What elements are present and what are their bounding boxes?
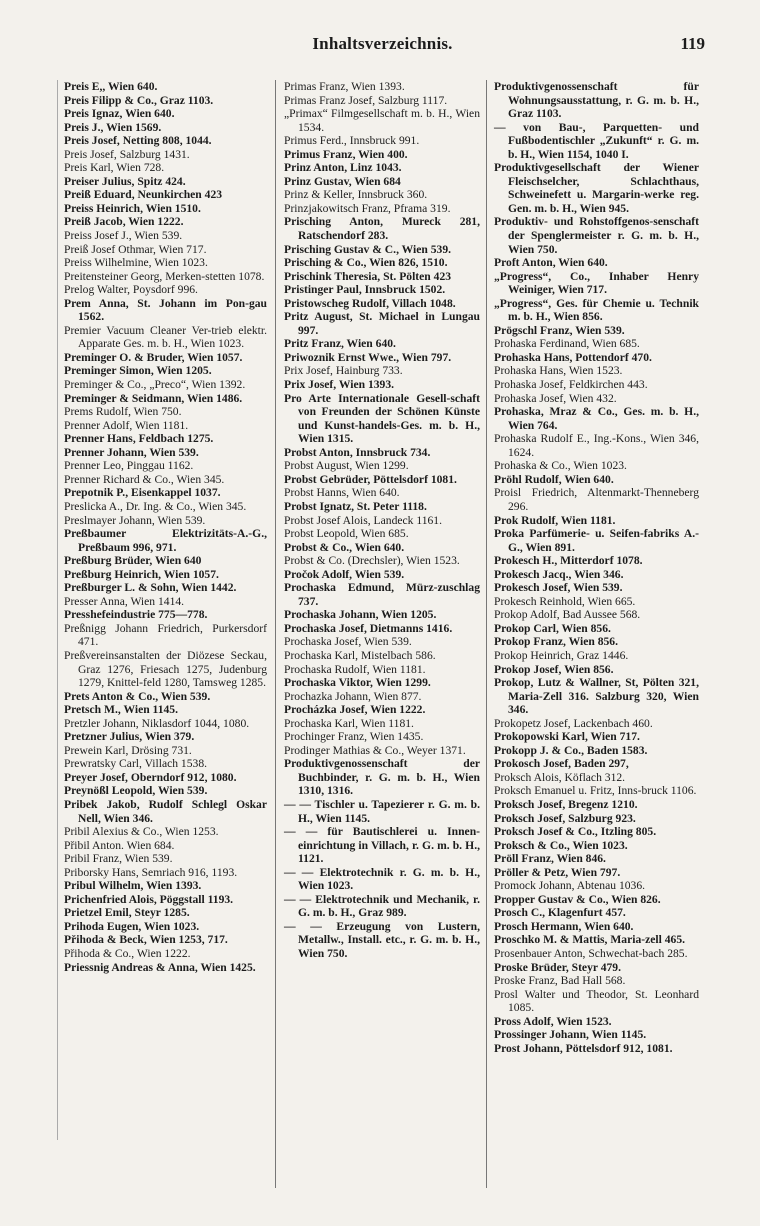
index-entry: Primas Franz, Wien 1393. [284,80,405,93]
index-entry: Proske Brüder, Steyr 479. [494,960,621,974]
index-entry: Pröller & Petz, Wien 797. [494,865,621,879]
index-entry: Priwoznik Ernst Wwe., Wien 797. [284,350,452,364]
index-entry: Primas Franz Josef, Salzburg 1117. [284,93,448,107]
index-entry: Pretzner Julius, Wien 379. [64,730,195,744]
index-entry: Prinzjakowitsch Franz, Pframa 319. [284,201,451,215]
index-entry: Preslicka A., Dr. Ing. & Co., Wien 345. [64,499,247,513]
index-entry: Prokesch Josef, Wien 539. [494,581,623,595]
index-entry: Prenner Leo, Pinggau 1162. [64,459,194,473]
index-entry: Preiß Jacob, Wien 1222. [64,215,184,229]
page-header [60,34,705,60]
index-entry: Preis Ignaz, Wien 640. [64,107,175,121]
index-entry: Prinz Gustav, Wien 684 [284,174,401,188]
index-entry: Přihoda & Co., Wien 1222. [64,947,191,960]
index-entry: Pristinger Paul, Innsbruck 1502. [284,283,446,297]
index-entry: Prosch C., Klagenfurt 457. [494,906,626,920]
index-entry: Prosch Hermann, Wien 640. [494,919,634,933]
index-entry: Prokopowski Karl, Wien 717. [494,730,640,744]
index-entry: Proka Parfümerie- u. Seifen-fabriks A.-G., Wien 891. [494,527,699,554]
index-entry: Prohaska Hans, Pottendorf 470. [494,350,652,364]
index-entry: Proft Anton, Wien 640. [494,256,608,270]
index-entry: Produktiv- und Rohstoffgenos-senschaft der Spenglermeister r. G. m. b. H., Wien 750. [494,215,699,256]
index-entry: Preßbaumer Elektrizitäts-A.-G., Preßbaum 996, 971. [64,527,267,554]
index-entry: Proksch & Co., Wien 1023. [494,838,628,852]
page-number: 119 [680,34,705,53]
index-entry: Pröll Franz, Wien 846. [494,852,606,866]
index-entry: Prokop Heinrich, Graz 1446. [494,648,629,662]
index-column-1 [64,80,267,974]
index-entry: Prokop Josef, Wien 856. [494,662,614,676]
index-entry: Pross Adolf, Wien 1523. [494,1014,612,1028]
index-entry: — — Elektrotechnik und Mechanik, r. G. m. b. H., Graz 989. [284,892,480,920]
index-entry: Proisl Friedrich, Altenmarkt-Thenneberg 296. [494,486,699,513]
index-entry: — — Erzeugung von Lustern, Metallw., Install. etc., r. G. m. b. H., Wien 750. [284,919,480,960]
index-entry: Proksch Alois, Köflach 312. [494,770,626,784]
index-entry: Pribil Alexius & Co., Wien 1253. [64,825,219,839]
index-entry: Preiss Wilhelmine, Wien 1023. [64,256,208,270]
index-entry: — — Tischler u. Tapezierer r. G. m. b. H., Wien 1145. [284,797,480,825]
index-entry: Preyer Josef, Oberndorf 912, 1080. [64,770,237,784]
index-entry: Preis Josef, Salzburg 1431. [64,147,190,161]
index-entry: Pro Arte Internationale Gesell-schaft von Freunden der Schönen Künste und Kunst-handels-Ges. m. b. H., Wien 1315. [284,391,480,446]
index-entry: Prix Josef, Wien 1393. [284,378,395,392]
index-entry: Probst August, Wien 1299. [284,459,409,473]
index-entry: Preßnigg Johann Friedrich, Purkersdorf 471. [64,621,267,649]
index-entry: Premier Vacuum Cleaner Ver-trieb elektr. Apparate Ges. m. b. H., Wien 1023. [64,323,267,351]
index-column-3 [494,80,699,1055]
index-entry: Prohaska Ferdinand, Wien 685. [494,337,640,351]
index-entry: Preßburg Heinrich, Wien 1057. [64,567,219,581]
index-entry: Prihoda Eugen, Wien 1023. [64,919,200,933]
index-entry: Prinz & Keller, Innsbruck 360. [284,188,428,202]
index-entry: Prodinger Mathias & Co., Weyer 1371. [284,743,466,757]
index-entry: Primus Ferd., Innsbruck 991. [284,134,420,148]
index-entry: Pröhl Rudolf, Wien 640. [494,472,614,486]
index-entry: Prewein Karl, Drösing 731. [64,743,192,757]
index-entry: Preminger & Co., „Preco“, Wien 1392. [64,378,246,392]
index-entry: Prochazka Johann, Wien 877. [284,689,422,703]
index-entry: Prochaska Viktor, Wien 1299. [284,676,431,690]
index-entry: Prem Anna, St. Johann im Pon-gau 1562. [64,296,267,324]
index-entry: Pritz Franz, Wien 640. [284,337,396,351]
index-entry: Preitensteiner Georg, Merken-stetten 1078. [64,269,265,283]
index-entry: Pribek Jakob, Rudolf Schlegl Oskar Nell, Wien 346. [64,797,267,825]
index-entry: Probst Ignatz, St. Peter 1118. [284,499,427,513]
index-entry: Prosenbauer Anton, Schwechat-bach 285. [494,947,688,960]
index-entry: Prohaska Josef, Feldkirchen 443. [494,378,648,392]
index-entry: — — für Bautischlerei u. Innen-einrichtung in Villach, r. G. m. b. H., 1121. [284,825,480,866]
index-entry: Pritz August, St. Michael in Lungau 997. [284,310,480,337]
index-entry: Proschko M. & Mattis, Maria-zell 465. [494,933,686,947]
index-entry: Prokopp J. & Co., Baden 1583. [494,743,648,757]
index-entry: Prems Rudolf, Wien 750. [64,405,182,419]
index-entry: Prix Josef, Hainburg 733. [284,364,403,378]
index-entry: Prokop, Lutz & Wallner, St, Pölten 321, Maria-Zell 316. Salzburg 320, Wien 346. [494,676,699,717]
index-entry: Preßburg Brüder, Wien 640 [64,554,202,568]
column-divider [486,80,487,1188]
index-entry: Prisching Gustav & C., Wien 539. [284,242,452,256]
index-entry: Preminger O. & Bruder, Wien 1057. [64,350,243,364]
index-entry: Prinz Anton, Linz 1043. [284,161,402,175]
index-entry: Presshefeindustrie 775—778. [64,608,208,622]
index-entry: Prohaska & Co., Wien 1023. [494,459,627,473]
index-entry: Prokop Adolf, Bad Aussee 568. [494,608,641,622]
index-entry: Preis E,, Wien 640. [64,80,158,93]
index-entry: Prochaska Karl, Wien 1181. [284,716,414,730]
index-entry: Prochaska Rudolf, Wien 1181. [284,662,426,676]
index-entry: Prokesch Reinhold, Wien 665. [494,594,636,608]
index-entry: Preis Josef, Netting 808, 1044. [64,134,212,148]
index-entry: Probst Josef Alois, Landeck 1161. [284,513,443,527]
index-entry: Preiss Heinrich, Wien 1510. [64,201,201,215]
index-entry: Prok Rudolf, Wien 1181. [494,513,616,527]
index-entry: Pristowscheg Rudolf, Villach 1048. [284,296,456,310]
index-entry: Prenner Adolf, Wien 1181. [64,418,189,432]
index-entry: Proksch Emanuel u. Fritz, Inns-bruck 1106. [494,784,697,798]
index-entry: Preiß Eduard, Neunkirchen 423 [64,188,223,202]
index-entry: Produktivgenossenschaft der Buchbinder, r. G. m. b. H., Wien 1310, 1316. [284,757,480,798]
index-entry: Prochaska Josef, Dietmanns 1416. [284,621,453,635]
index-entry: Prögschl Franz, Wien 539. [494,323,625,337]
index-entry: Prokesch H., Mitterdorf 1078. [494,554,643,568]
index-entry: Probst Anton, Innsbruck 734. [284,445,431,459]
index-entry: Prohaska Rudolf E., Ing.-Kons., Wien 346, 1624. [494,432,699,459]
index-entry: Pročok Adolf, Wien 539. [284,567,405,581]
index-entry: Prietzel Emil, Steyr 1285. [64,906,190,920]
index-entry: „Primax“ Filmgesellschaft m. b. H., Wien 1534. [284,107,480,134]
index-entry: Pribul Wilhelm, Wien 1393. [64,879,202,893]
index-entry: Presser Anna, Wien 1414. [64,594,185,608]
index-entry: Prischink Theresia, St. Pölten 423 [284,269,452,283]
index-entry: Prokop Carl, Wien 856. [494,621,611,635]
index-entry: Probst Gebrüder, Pöttelsdorf 1081. [284,472,457,486]
index-entry: „Progress“, Ges. für Chemie u. Technik m. b. H., Wien 856. [494,296,699,324]
index-entry: Prokop Franz, Wien 856. [494,635,618,649]
left-margin-rule [57,80,58,1140]
index-entry: Preiser Julius, Spitz 424. [64,174,186,188]
index-entry: Promock Johann, Abtenau 1036. [494,879,646,893]
index-entry: Pribil Franz, Wien 539. [64,852,173,866]
index-entry: Preminger & Seidmann, Wien 1486. [64,391,243,405]
index-entry: Přihoda & Beck, Wien 1253, 717. [64,933,228,947]
index-entry: Preßvereinsanstalten der Diözese Seckau, Graz 1276, Friesach 1275, Judenburg 1279, Knittel-feld 1280, Tamsweg 1285. [64,648,267,690]
index-entry: Prets Anton & Co., Wien 539. [64,689,211,703]
index-entry: Prohaska Josef, Wien 432. [494,391,617,405]
index-entry: Prewratsky Carl, Villach 1538. [64,757,208,771]
index-entry: Prost Johann, Pöttelsdorf 912, 1081. [494,1041,673,1055]
index-entry: Preßburger L. & Sohn, Wien 1442. [64,581,237,595]
index-entry: Propper Gustav & Co., Wien 826. [494,892,661,906]
index-entry: Prohaska Hans, Wien 1523. [494,364,623,378]
index-entry: Priessnig Andreas & Anna, Wien 1425. [64,960,256,974]
index-entry: Produktivgesellschaft der Wiener Fleischselcher, Schlachthaus, Schweinefett u. Margarin-werke reg. Gen. m. b. H., Wien 945. [494,161,699,215]
index-entry: Prisching Anton, Mureck 281, Ratschendorf 283. [284,215,480,243]
index-entry: Preis Filipp & Co., Graz 1103. [64,93,214,107]
index-entry: Prichenfried Alois, Pöggstall 1193. [64,892,234,906]
index-entry: Prokopetz Josef, Lackenbach 460. [494,716,653,730]
index-entry: Přibil Anton. Wien 684. [64,838,175,852]
index-entry: Primus Franz, Wien 400. [284,147,408,161]
index-entry: — — Elektrotechnik r. G. m. b. H., Wien 1023. [284,865,480,893]
index-column-2 [284,80,480,961]
index-entry: Proksch Josef, Bregenz 1210. [494,797,638,811]
index-entry: Produktivgenossenschaft für Wohnungsausstattung, r. G. m. b. H., Graz 1103. [494,80,699,121]
index-entry: Proksch Josef, Salzburg 923. [494,811,636,825]
index-entry: Probst & Co. (Drechsler), Wien 1523. [284,554,460,568]
column-divider [275,80,276,1188]
index-entry: Prochaska Josef, Wien 539. [284,635,412,649]
index-entry: Prepotnik P., Eisenkappel 1037. [64,486,221,500]
page-title: Inhaltsverzeichnis. [312,34,453,53]
index-entry: Prenner Hans, Feldbach 1275. [64,432,214,446]
index-entry: Proske Franz, Bad Hall 568. [494,974,626,988]
index-entry: Preynößl Leopold, Wien 539. [64,784,208,798]
index-entry: — von Bau-, Parquetten- und Fußbodentischler „Zukunft“ r. G. m. b. H., Wien 1154, 1040 I. [494,120,699,161]
index-entry: Preis J., Wien 1569. [64,120,162,134]
index-entry: Prokesch Jacq., Wien 346. [494,567,624,581]
index-entry: Preminger Simon, Wien 1205. [64,364,212,378]
index-entry: Prohaska, Mraz & Co., Ges. m. b. H., Wien 764. [494,405,699,432]
index-entry: Prenner Richard & Co., Wien 345. [64,472,225,486]
index-entry: Prokosch Josef, Baden 297, [494,757,629,771]
index-entry: Probst Leopold, Wien 685. [284,527,409,541]
index-entry: Prochaska Karl, Mistelbach 586. [284,648,436,662]
index-entry: Prenner Johann, Wien 539. [64,445,199,459]
index-entry: Prelog Walter, Poysdorf 996. [64,283,198,297]
index-entry: Probst Hanns, Wien 640. [284,486,400,500]
index-entry: Priborsky Hans, Semriach 916, 1193. [64,865,238,879]
index-entry: Preslmayer Johann, Wien 539. [64,513,206,527]
index-entry: Pretsch M., Wien 1145. [64,703,179,717]
index-entry: Prochaska Edmund, Mürz-zuschlag 737. [284,581,480,608]
index-entry: Pretzler Johann, Niklasdorf 1044, 1080. [64,716,250,730]
index-entry: Prochinger Franz, Wien 1435. [284,730,424,744]
index-entry: Preiß Josef Othmar, Wien 717. [64,242,207,256]
index-entry: Preis Karl, Wien 728. [64,161,165,175]
index-entry: Prochaska Johann, Wien 1205. [284,608,437,622]
index-entry: Proksch Josef & Co., Itzling 805. [494,825,657,839]
index-entry: Prossinger Johann, Wien 1145. [494,1028,647,1042]
index-entry: Prosl Walter und Theodor, St. Leonhard 1085. [494,987,699,1015]
index-entry: Procházka Josef, Wien 1222. [284,703,426,717]
index-entry: Probst & Co., Wien 640. [284,540,405,554]
index-entry: Prisching & Co., Wien 826, 1510. [284,256,448,270]
index-entry: „Progress“, Co., Inhaber Henry Weiniger, Wien 717. [494,269,699,297]
index-entry: Preiss Josef J., Wien 539. [64,229,183,243]
